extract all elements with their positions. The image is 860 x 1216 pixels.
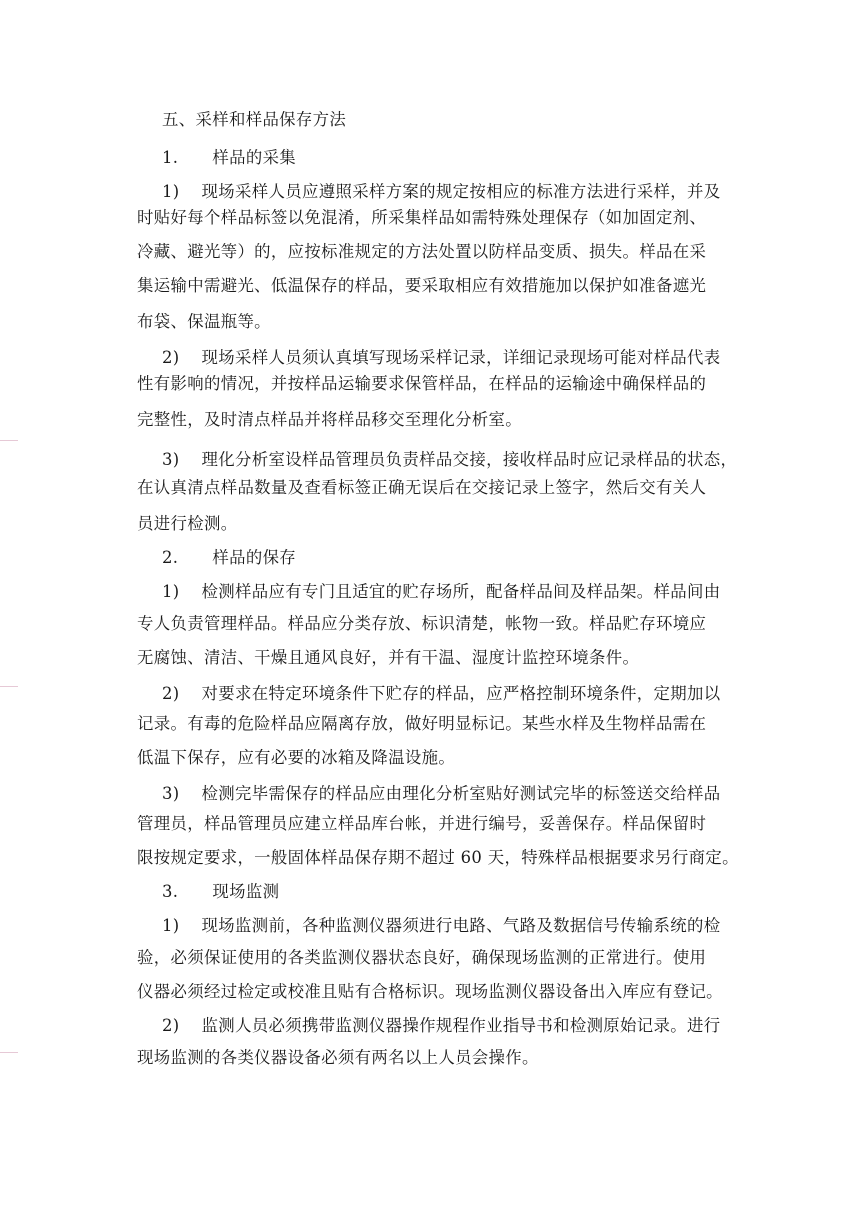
paragraph-line: 员进行检测。 — [137, 514, 238, 533]
subsection-title: 1. 样品的采集 — [162, 148, 297, 167]
paragraph-line: 管理员，样品管理员应建立样品库台帐，并进行编号，妥善保存。样品保留时 — [137, 814, 707, 833]
paragraph-line: 1) 现场采样人员应遵照采样方案的规定按相应的标准方法进行采样，并及 — [162, 182, 721, 201]
paragraph-line: 完整性，及时清点样品并将样品移交至理化分析室。 — [137, 410, 523, 429]
section-heading: 五、采样和样品保存方法 — [162, 110, 347, 129]
edge-mark — [0, 1052, 18, 1053]
paragraph-line: 限按规定要求，一般固体样品保存期不超过 60 天，特殊样品根据要求另行商定。 — [137, 848, 739, 867]
paragraph-line: 1) 检测样品应有专门且适宜的贮存场所，配备样品间及样品架。样品间由 — [162, 582, 721, 601]
paragraph-line: 2) 对要求在特定环境条件下贮存的样品，应严格控制环境条件，定期加以 — [162, 684, 721, 703]
paragraph-line: 3) 检测完毕需保存的样品应由理化分析室贴好测试完毕的标签送交给样品 — [162, 784, 721, 803]
paragraph-line: 1) 现场监测前，各种监测仪器须进行电路、气路及数据信号传输系统的检 — [162, 916, 721, 935]
paragraph-line: 低温下保存，应有必要的冰箱及降温设施。 — [137, 748, 456, 767]
paragraph-line: 2) 监测人员必须携带监测仪器操作规程作业指导书和检测原始记录。进行 — [162, 1016, 721, 1035]
edge-mark — [0, 440, 18, 441]
subsection-title: 2. 样品的保存 — [162, 548, 297, 567]
paragraph-line: 现场监测的各类仪器设备必须有两名以上人员会操作。 — [137, 1048, 539, 1067]
paragraph-line: 无腐蚀、清洁、干燥且通风良好，并有干温、湿度计监控环境条件。 — [137, 648, 640, 667]
paragraph-line: 冷藏、避光等）的，应按标准规定的方法处置以防样品变质、损失。样品在采 — [137, 242, 707, 261]
paragraph-line: 性有影响的情况，并按样品运输要求保管样品，在样品的运输途中确保样品的 — [137, 374, 707, 393]
paragraph-line: 仪器必须经过检定或校准且贴有合格标识。现场监测仪器设备出入库应有登记。 — [137, 982, 723, 1001]
paragraph-line: 布袋、保温瓶等。 — [137, 312, 271, 331]
paragraph-line: 专人负责管理样品。样品应分类存放、标识清楚，帐物一致。样品贮存环境应 — [137, 614, 707, 633]
paragraph-line: 3) 理化分析室设样品管理员负责样品交接，接收样品时应记录样品的状态， — [162, 450, 738, 469]
paragraph-line: 在认真清点样品数量及查看标签正确无误后在交接记录上签字，然后交有关人 — [137, 478, 707, 497]
paragraph-line: 验，必须保证使用的各类监测仪器状态良好，确保现场监测的正常进行。使用 — [137, 948, 707, 967]
edge-mark — [0, 686, 18, 687]
subsection-title: 3. 现场监测 — [162, 882, 280, 901]
paragraph-line: 时贴好每个样品标签以免混淆，所采集样品如需特殊处理保存（如加固定剂、 — [137, 208, 707, 227]
paragraph-line: 集运输中需避光、低温保存的样品，要采取相应有效措施加以保护如准备遮光 — [137, 276, 707, 295]
paragraph-line: 记录。有毒的危险样品应隔离存放，做好明显标记。某些水样及生物样品需在 — [137, 714, 707, 733]
paragraph-line: 2) 现场采样人员须认真填写现场采样记录，详细记录现场可能对样品代表 — [162, 348, 721, 367]
